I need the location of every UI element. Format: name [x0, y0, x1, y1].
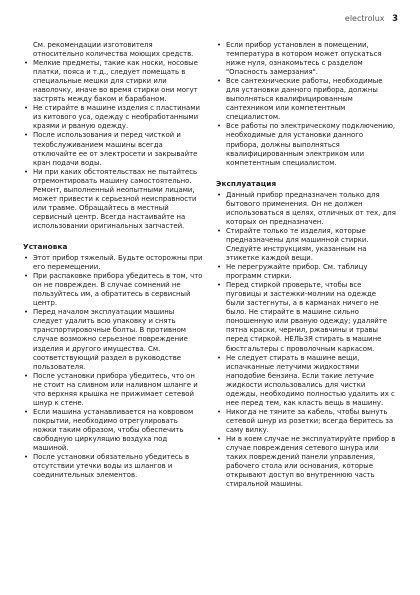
list-item: • При распаковке прибора убедитесь в том, что он не поврежден. В случае сомнений не пользуйтесь им, а обратитесь в сервисный центр. — [23, 272, 203, 308]
list-item: • После использования и перед чисткой и техобслуживанием машины всегда отключайте ее от электросети и закрывайте кран подачи воды. — [23, 131, 203, 167]
left-column — [23, 41, 203, 480]
page-header — [345, 14, 398, 24]
list-item: • Стирайте только те изделия, которые предназначены для машинной стирки. Следуйте инструкциям, указанным на этикетке каждой вещи. — [216, 227, 396, 263]
list-item: • Этот прибор тяжелый. Будьте осторожны при его перемещении. — [23, 254, 203, 272]
right-column — [216, 41, 396, 489]
continued-paragraph: См. рекомендации изготовителя относительно количества моющих средств. — [33, 41, 194, 59]
list-item: • Не следует стирать в машине вещи, испачканные летучими жидкостями наподобие бензина. Если такие летучие жидкости использовались для чистки одежды, необходимо полностью удалить их с нее перед тем, как класть вещь в машину. — [216, 354, 396, 408]
list-item: • Все сантехнические работы, необходимые для установки данного прибора, должны выполняться квалифицированным сантехником или компетентным специалистом. — [216, 77, 396, 122]
list-item: • Не стирайте в машине изделия с пластинами из китового уса, одежду с необработанными краями и рваную одежду. — [23, 104, 203, 131]
list-item: • Если машина устанавливается на ковровом покрытии, необходимо отрегулировать ножки таким образом, чтобы обеспечить свободную циркуляцию воздуха под машиной. — [23, 408, 203, 453]
list-item: • Ни в коем случае не эксплуатируйте прибор в случае повреждения сетевого шнура или таких повреждений панели управления, рабочего стола или основания, которые открывают доступ во внутреннюю часть стиральной машины. — [216, 435, 396, 489]
list-item: • После установки прибора убедитесь, что он не стоит на сливном или наливном шланге и что верхняя крышка не прижимает сетевой шнур к стене. — [23, 372, 203, 408]
list-item: • Данный прибор предназначен только для бытового применения. Он не должен использоваться в целях, отличных от тех, для которых он предназначен. — [216, 191, 396, 227]
page-number: 3 — [392, 14, 398, 24]
list-item: • Если прибор установлен в помещении, температура в котором может опускаться ниже нуля, ознакомьтесь с разделом "Опасность замерзания". — [216, 41, 396, 77]
list-item: • Никогда не тяните за кабель, чтобы вынуть сетевой шнур из розетки; всегда беритесь за саму вилку. — [216, 408, 396, 435]
list-item: • Перед стиркой проверьте, чтобы все пуговицы и застежки-молнии на одежде были застегнуты, а в карманах ничего не было. Не стирайте в машине сильно поношенную или рваную одежду; удаляйте пятна краски, чернил, ржавчины и травы перед стиркой. НЕЛЬЗЯ стирать в машине бюстгальтеры с проволочным каркасом. — [216, 281, 396, 353]
section-heading-installation: Установка — [23, 241, 68, 251]
installation-list — [23, 254, 203, 480]
section-heading-operation: Эксплуатация — [216, 178, 277, 188]
list-item: • Ни при каких обстоятельствах не пытайтесь отремонтировать машину самостоятельно. Ремонт, выполненный неопытными лицами, может привести к серьезной неисправности или травме. Обращайтесь в местный сервисный центр. Всегда настаивайте на использовании оригинальных запчастей. — [23, 168, 203, 231]
installation-list-continued — [216, 41, 396, 168]
list-item: • Мелкие предметы, такие как носки, носовые платки, пояса и т.д., следует помещать в специальные мешки для стирки или наволочку, иначе во время стирки они могут застрять между баком и барабаном. — [23, 59, 203, 104]
list-item: • Все работы по электрическому подключению, необходимые для установки данного прибора, должны выполняться квалифицированным электриком или компетентным специалистом. — [216, 122, 396, 167]
list-item: • Не перегружайте прибор. См. таблицу программ стирки. — [216, 263, 396, 281]
list-item: • Перед началом эксплуатации машины следует удалить всю упаковку и снять транспортировочные болты. В противном случае возможно серьезное повреждение изделия и другого имущества. См. соответствующий раздел в руководстве пользователя. — [23, 308, 203, 371]
safety-list — [23, 59, 203, 231]
list-item: • После установки обязательно убедитесь в отсутствии утечки воды из шлангов и соединительных элементов. — [23, 453, 203, 480]
brand-name: electrolux — [344, 14, 385, 23]
operation-list — [216, 191, 396, 490]
